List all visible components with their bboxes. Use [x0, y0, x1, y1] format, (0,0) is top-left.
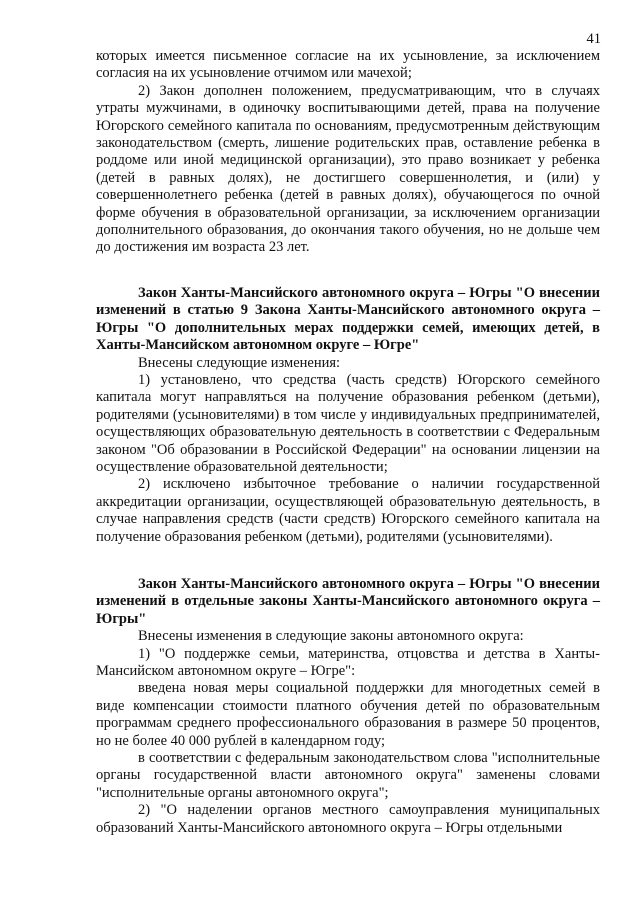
- section1-item-2: 2) исключено избыточное требование о наличии государственной аккредитации организации, осуществляющей образовательную деятельность, в случае направления средств (части средств) Югорского семейного капитала на получение образования ребенком (детьми), родителями (усыновителями).: [96, 476, 600, 545]
- section-gap: [96, 257, 600, 285]
- section-heading-1: Закон Ханты-Мансийского автономного округа – Югры "О внесении изменений в статью 9 Закона Ханты-Мансийского автономного округа – Югры "О дополнительных мерах поддержки семей, имеющих детей, в Ханты-Мансийском автономном округе – Югре": [96, 284, 600, 354]
- section-gap: [96, 546, 600, 576]
- section2-item-1: 1) "О поддержке семьи, материнства, отцовства и детства в Ханты-Мансийском автономном округе – Югре":: [96, 645, 600, 679]
- section2-item-1-change-2: в соответствии с федеральным законодательством слова "исполнительные органы государственной власти автономного округа" заменены словами "исполнительные органы автономного округа";: [96, 750, 600, 801]
- document-body: [96, 48, 600, 837]
- section2-item-1-change-1: введена новая меры социальной поддержки для многодетных семей в виде компенсации стоимости платного обучения детей по образовательным программам среднего профессионального образования в размере 50 процентов, но не более 40 000 рублей в календарном году;: [96, 680, 600, 749]
- paragraph-item-2: 2) Закон дополнен положением, предусматривающим, что в случаях утраты мужчинами, в одиночку воспитывающими детей, права на получение Югорского семейного капитала по основаниям, предусмотренным действующим законодательством (смерть, лишение родительских прав, оставление ребенка в роддоме или иной медицинской организации), это право возникает у ребенка (детей в равных долях), не достигшего совершеннолетия, и (или) у совершеннолетнего ребенка (детей в равных долях), обучающегося по очной форме обучения в образовательной организации, за исключением организации дополнительного образования, до окончания такого обучения, но не дольше чем до достижения им возраста 23 лет.: [96, 82, 600, 256]
- section2-item-2: 2) "О наделении органов местного самоуправления муниципальных образований Ханты-Мансийского автономного округа – Югры отдельными: [96, 802, 600, 836]
- section1-item-1: 1) установлено, что средства (часть средств) Югорского семейного капитала могут направляться на получение образования ребенком (детьми), родителями (усыновителями) в том числе у индивидуальных предпринимателей, осуществляющих образовательную деятельность в соответствии с Федеральным законом "Об образовании в Российской Федерации" на основании лицензии на осуществление образовательной деятельности;: [96, 371, 600, 475]
- paragraph-continuation: которых имеется письменное согласие на их усыновление, за исключением согласия на их усыновление отчимом или мачехой;: [96, 48, 600, 82]
- section1-intro: Внесены следующие изменения:: [138, 354, 341, 371]
- section-heading-2: Закон Ханты-Мансийского автономного округа – Югры "О внесении изменений в отдельные законы Ханты-Мансийского автономного округа – Югры": [96, 575, 600, 627]
- section2-intro: Внесены изменения в следующие законы автономного округа:: [138, 628, 524, 645]
- page-number: 41: [586, 31, 601, 47]
